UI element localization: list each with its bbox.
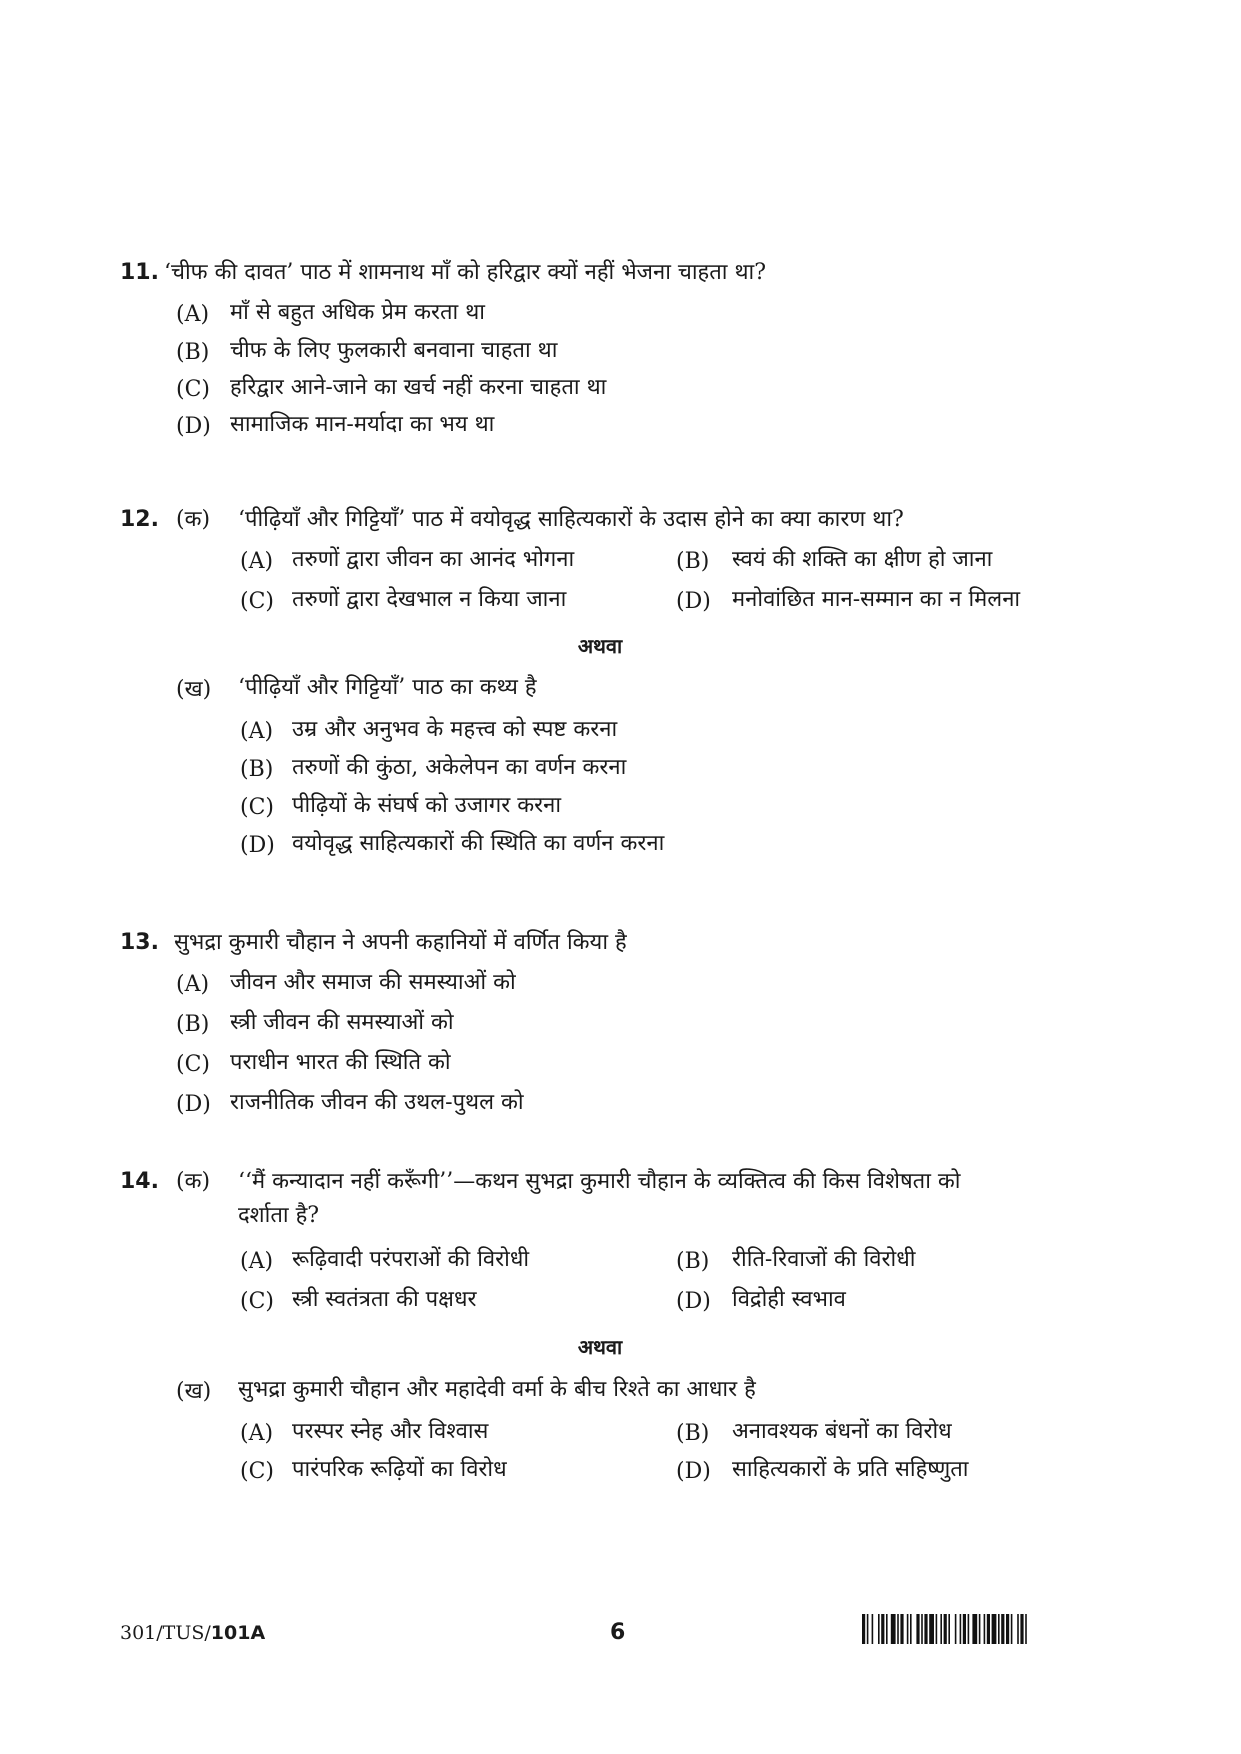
option-text: पारंपरिक रूढ़ियों का विरोध xyxy=(292,1457,507,1482)
option-text: चीफ के लिए फुलकारी बनवाना चाहता था xyxy=(230,338,558,363)
option-label: (B) xyxy=(176,340,210,365)
question-number: 14. xyxy=(120,1169,159,1194)
option-text: माँ से बहुत अधिक प्रेम करता था xyxy=(230,300,485,325)
option-text: पराधीन भारत की स्थिति को xyxy=(230,1050,451,1075)
question-text: ‘पीढ़ियाँ और गिट्टियाँ’ पाठ का कथ्य है xyxy=(238,675,537,700)
option-label: (D) xyxy=(676,1459,711,1484)
question-12 xyxy=(120,505,1080,885)
option-label: (A) xyxy=(240,1249,274,1274)
option-text: स्त्री जीवन की समस्याओं को xyxy=(230,1010,454,1035)
option-label: (D) xyxy=(240,833,275,858)
option-text: राजनीतिक जीवन की उथल-पुथल को xyxy=(230,1090,524,1115)
option-label: (D) xyxy=(676,589,711,614)
paper-code-bold: 101A xyxy=(210,1622,266,1644)
option-text: उम्र और अनुभव के महत्त्व को स्पष्ट करना xyxy=(292,717,618,742)
option-text: परस्पर स्नेह और विश्वास xyxy=(292,1419,489,1444)
question-number: 12. xyxy=(120,507,159,532)
option-label: (C) xyxy=(176,1052,210,1077)
question-14 xyxy=(120,1167,1080,1527)
option-text: विद्रोही स्वभाव xyxy=(732,1287,846,1312)
option-text: साहित्यकारों के प्रति सहिष्णुता xyxy=(732,1457,969,1482)
barcode-icon xyxy=(862,1614,1128,1644)
question-text: ‘‘मैं कन्यादान नहीं करूँगी’’—कथन सुभद्रा कुमारी चौहान के व्यक्तित्व की किस विशेषता को xyxy=(238,1169,961,1194)
paper-code xyxy=(120,1622,265,1644)
option-label: (C) xyxy=(240,589,274,614)
question-text-cont: दर्शाता है? xyxy=(238,1203,320,1228)
option-text: तरुणों द्वारा देखभाल न किया जाना xyxy=(292,587,567,612)
part-label: (क) xyxy=(176,507,211,532)
option-label: (A) xyxy=(176,972,210,997)
question-text: ‘पीढ़ियाँ और गिट्टियाँ’ पाठ में वयोवृद्ध साहित्यकारों के उदास होने का क्या कारण था? xyxy=(238,507,904,532)
question-number: 11. xyxy=(120,260,159,285)
part-label: (क) xyxy=(176,1169,211,1194)
question-13 xyxy=(120,928,1080,1117)
question-text: ‘चीफ की दावत’ पाठ में शामनाथ माँ को हरिद्वार क्यों नहीं भेजना चाहता था? xyxy=(164,260,767,285)
part-label: (ख) xyxy=(176,677,212,702)
option-label: (A) xyxy=(176,302,210,327)
option-text: तरुणों द्वारा जीवन का आनंद भोगना xyxy=(292,547,575,572)
option-label: (C) xyxy=(240,1289,274,1314)
part-label: (ख) xyxy=(176,1379,212,1404)
option-label: (B) xyxy=(176,1012,210,1037)
page-number: 6 xyxy=(610,1620,626,1645)
option-text: अनावश्यक बंधनों का विरोध xyxy=(732,1419,952,1444)
option-text: तरुणों की कुंठा, अकेलेपन का वर्णन करना xyxy=(292,755,627,780)
option-text: पीढ़ियों के संघर्ष को उजागर करना xyxy=(292,793,562,818)
question-11 xyxy=(120,258,1080,439)
option-label: (D) xyxy=(176,1092,211,1117)
option-label: (A) xyxy=(240,1421,274,1446)
or-separator: अथवा xyxy=(577,1335,623,1359)
option-text: रूढ़िवादी परंपराओं की विरोधी xyxy=(292,1247,530,1272)
paper-code-prefix: 301/TUS/ xyxy=(120,1622,211,1644)
option-label: (C) xyxy=(240,1459,274,1484)
option-label: (C) xyxy=(240,795,274,820)
option-text: सामाजिक मान-मर्यादा का भय था xyxy=(230,412,495,437)
option-label: (A) xyxy=(240,719,274,744)
option-text: मनोवांछित मान-सम्मान का न मिलना xyxy=(732,587,1021,612)
option-label: (B) xyxy=(676,549,710,574)
option-label: (B) xyxy=(676,1249,710,1274)
option-text: वयोवृद्ध साहित्यकारों की स्थिति का वर्णन करना xyxy=(292,831,665,856)
option-text: रीति-रिवाजों की विरोधी xyxy=(732,1247,916,1272)
option-text: जीवन और समाज की समस्याओं को xyxy=(230,970,516,995)
option-text: स्त्री स्वतंत्रता की पक्षधर xyxy=(292,1287,477,1312)
option-label: (B) xyxy=(676,1421,710,1446)
option-label: (D) xyxy=(676,1289,711,1314)
option-text: स्वयं की शक्ति का क्षीण हो जाना xyxy=(732,547,993,572)
option-label: (C) xyxy=(176,377,210,402)
option-label: (D) xyxy=(176,414,211,439)
option-label: (B) xyxy=(240,757,274,782)
or-separator: अथवा xyxy=(577,634,623,658)
question-text: सुभद्रा कुमारी चौहान ने अपनी कहानियों में वर्णित किया है xyxy=(174,930,627,955)
option-label: (A) xyxy=(240,549,274,574)
question-text: सुभद्रा कुमारी चौहान और महादेवी वर्मा के बीच रिश्ते का आधार है xyxy=(238,1377,756,1402)
option-text: हरिद्वार आने-जाने का खर्च नहीं करना चाहता था xyxy=(230,375,607,400)
question-number: 13. xyxy=(120,930,159,955)
